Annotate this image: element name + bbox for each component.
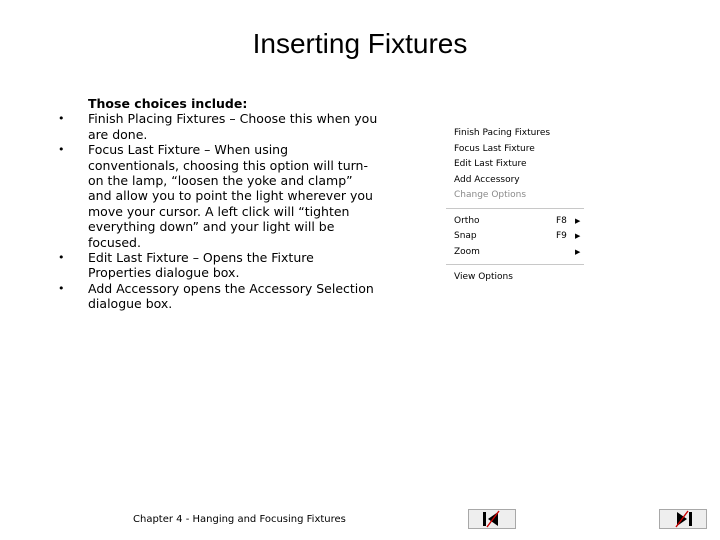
menu-item-focus-last-fixture[interactable]: Focus Last Fixture bbox=[454, 143, 535, 154]
menu-item-finish-placing-fixtures[interactable]: Finish Pacing Fixtures bbox=[454, 128, 551, 138]
bullet-icon: • bbox=[58, 251, 65, 265]
last-slide-button[interactable] bbox=[659, 509, 707, 529]
shortcut-label: F9 bbox=[556, 231, 567, 241]
first-page-icon bbox=[469, 510, 515, 528]
list-item bbox=[58, 250, 378, 281]
menu-separator bbox=[446, 208, 584, 209]
bullet-icon: • bbox=[58, 281, 65, 295]
submenu-arrow-icon: ▶ bbox=[575, 232, 581, 240]
menu-item-zoom[interactable]: Zoom ▶ bbox=[446, 245, 586, 261]
slide-title: Inserting Fixtures bbox=[252, 28, 468, 59]
list-item bbox=[58, 281, 378, 312]
slide-footer: Chapter 4 - Hanging and Focusing Fixtures bbox=[133, 514, 346, 525]
menu-item-snap[interactable]: Snap F9 ▶ bbox=[446, 229, 586, 245]
bullet-icon: • bbox=[58, 112, 65, 126]
list-item bbox=[58, 111, 378, 142]
menu-item-change-options: Change Options bbox=[454, 190, 527, 200]
menu-item-view-options[interactable]: View Options bbox=[454, 272, 513, 282]
slide-content bbox=[58, 96, 378, 312]
bullet-text: Edit Last Fixture – Opens the Fixture Properties dialogue box. bbox=[88, 250, 314, 281]
menu-separator bbox=[446, 264, 584, 265]
submenu-arrow-icon: ▶ bbox=[575, 247, 581, 256]
list-item bbox=[58, 142, 378, 250]
intro-text: Those choices include: bbox=[88, 96, 248, 111]
menu-item-edit-last-fixture[interactable]: Edit Last Fixture bbox=[454, 159, 527, 169]
first-slide-button[interactable] bbox=[468, 509, 516, 529]
menu-item-ortho[interactable]: Ortho F8 ▶ bbox=[446, 214, 586, 230]
shortcut-label: F8 bbox=[556, 215, 567, 226]
menu-item-add-accessory[interactable]: Add Accessory bbox=[454, 174, 520, 185]
context-menu bbox=[446, 126, 586, 286]
submenu-arrow-icon: ▶ bbox=[575, 216, 581, 225]
bullet-text: Focus Last Fixture – When using conventionals, choosing this option will turn-on the lamp, “loosen the yoke and clamp” and allow you to point the light wherever you move your cursor. A left click will “tighten everything down” and your light will be focused. bbox=[88, 142, 373, 250]
last-page-icon bbox=[660, 510, 706, 528]
bullet-text: Add Accessory opens the Accessory Selection dialogue box. bbox=[88, 280, 374, 312]
bullet-icon: • bbox=[58, 143, 65, 157]
bullet-text: Finish Placing Fixtures – Choose this when you are done. bbox=[88, 111, 378, 142]
